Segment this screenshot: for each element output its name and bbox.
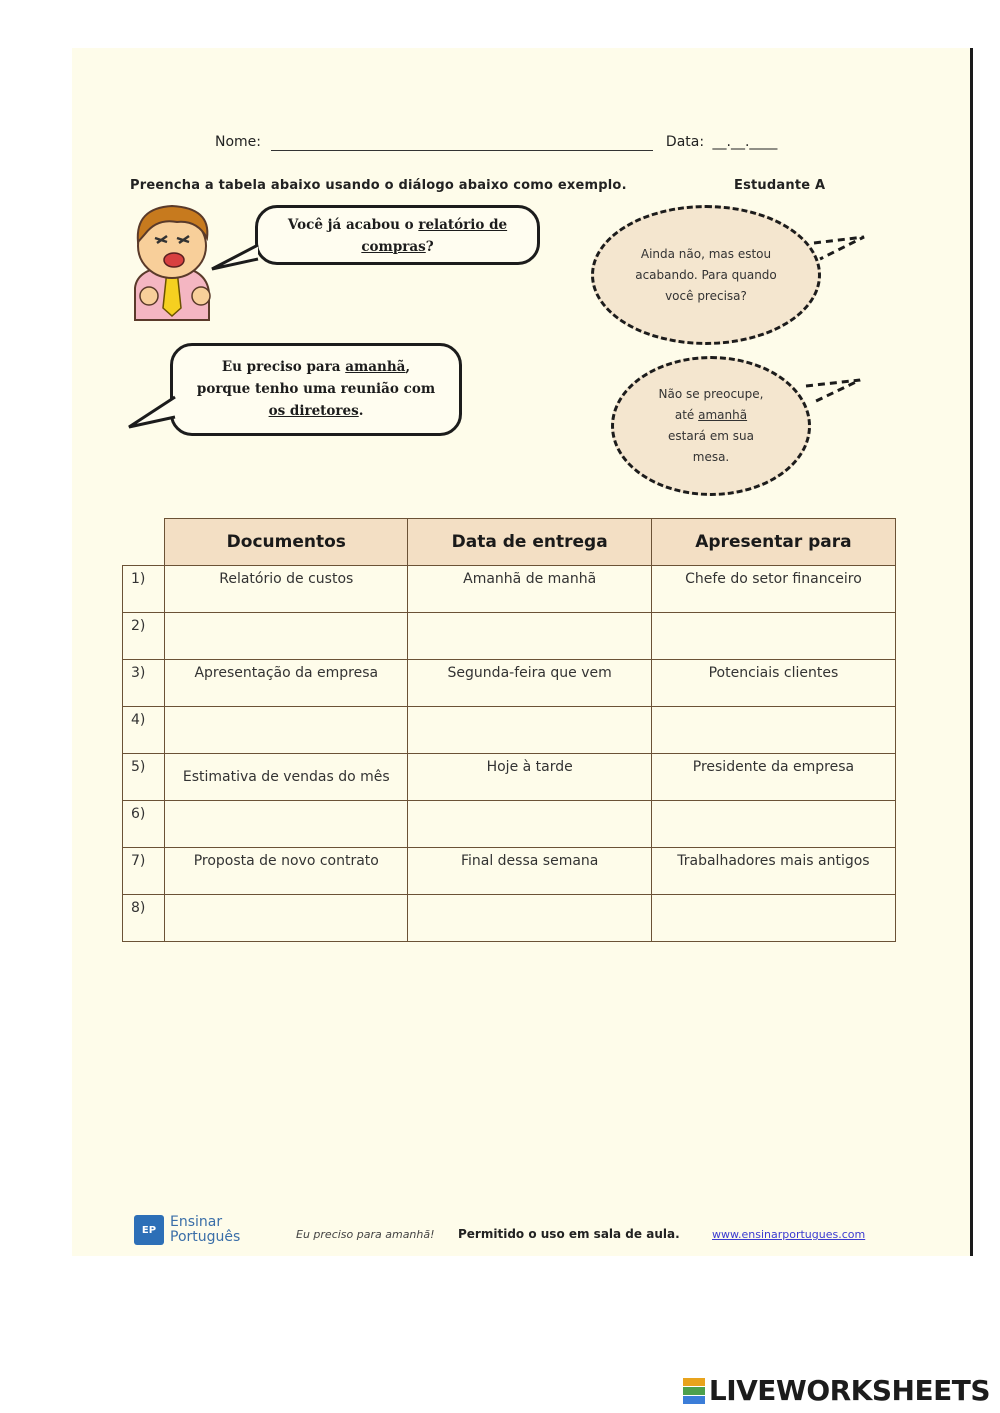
cell-recipient[interactable]: Potenciais clientes	[651, 660, 895, 707]
footer-tagline: Eu preciso para amanhã!	[296, 1228, 435, 1241]
table-row	[123, 566, 896, 613]
bubble1-tail-icon	[210, 243, 260, 273]
table-corner	[123, 519, 165, 566]
row-number: 1)	[123, 566, 165, 613]
footer-permission: Permitido o uso em sala de aula.	[458, 1227, 680, 1241]
liveworksheets-badge-icon	[683, 1378, 705, 1404]
bubble1-text: Você já acabou o	[287, 217, 419, 233]
bubble4-tail-icon	[804, 376, 864, 406]
column-header-apresentar-para: Apresentar para	[651, 519, 895, 566]
row-number: 3)	[123, 660, 165, 707]
table-row	[123, 613, 896, 660]
worksheet-page	[72, 48, 973, 1256]
cell-document[interactable]	[165, 613, 408, 660]
bubble3-highlight-2: os diretores	[268, 403, 359, 419]
table-header-row	[123, 519, 896, 566]
bubble3-tail-icon	[127, 393, 177, 431]
row-number: 2)	[123, 613, 165, 660]
table-row	[123, 801, 896, 848]
logo-line-2: Português	[170, 1229, 241, 1245]
bubble2-tail-icon	[812, 233, 867, 263]
cell-recipient[interactable]: Presidente da empresa	[651, 754, 895, 801]
name-label: Nome:	[215, 134, 262, 150]
footer-website-link[interactable]: www.ensinarportugues.com	[712, 1228, 866, 1241]
column-header-documentos: Documentos	[165, 519, 408, 566]
instruction-text: Preencha a tabela abaixo usando o diálogo abaixo como exemplo.	[130, 178, 627, 193]
row-number: 5)	[123, 754, 165, 801]
bubble3-end: .	[358, 403, 364, 419]
table-row	[123, 660, 896, 707]
bubble2-text: Ainda não, mas estou acabando. Para quando você precisa?	[635, 246, 777, 303]
row-number: 4)	[123, 707, 165, 754]
footer-logo	[134, 1215, 240, 1245]
liveworksheets-text: LIVEWORKSHEETS	[708, 1374, 990, 1407]
cell-date[interactable]: Segunda-feira que vem	[408, 660, 651, 707]
cell-date[interactable]: Hoje à tarde	[408, 754, 651, 801]
name-row	[215, 134, 777, 151]
bubble3-text: Eu preciso para	[221, 359, 346, 375]
name-field[interactable]	[271, 134, 653, 151]
column-header-data-entrega: Data de entrega	[408, 519, 651, 566]
cell-recipient[interactable]	[651, 613, 895, 660]
student-label: Estudante A	[734, 178, 826, 193]
cell-document[interactable]: Apresentação da empresa	[165, 660, 408, 707]
cell-date[interactable]: Final dessa semana	[408, 848, 651, 895]
cell-recipient[interactable]: Trabalhadores mais antigos	[651, 848, 895, 895]
speech-bubble-answer	[170, 343, 462, 436]
cell-document[interactable]: Estimativa de vendas do mês	[165, 754, 408, 801]
bubble1-highlight: relatório de compras	[361, 217, 508, 255]
table-row	[123, 754, 896, 801]
row-number: 6)	[123, 801, 165, 848]
cell-document[interactable]	[165, 895, 408, 942]
logo-text	[170, 1215, 240, 1245]
cell-date[interactable]	[408, 801, 651, 848]
thought-bubble-confirm	[611, 356, 811, 496]
bubble4-text: Não se preocupe, até	[658, 387, 764, 422]
book-icon: EP	[134, 1215, 164, 1245]
cell-document[interactable]	[165, 707, 408, 754]
bubble1-end: ?	[425, 239, 434, 255]
bubble4-highlight: amanhã	[698, 408, 748, 422]
cell-recipient[interactable]	[651, 707, 895, 754]
cell-document[interactable]: Relatório de custos	[165, 566, 408, 613]
cell-date[interactable]	[408, 707, 651, 754]
table-row	[123, 707, 896, 754]
speech-bubble-question	[255, 205, 540, 265]
cell-date[interactable]: Amanhã de manhã	[408, 566, 651, 613]
cell-recipient[interactable]: Chefe do setor financeiro	[651, 566, 895, 613]
row-number: 8)	[123, 895, 165, 942]
cell-recipient[interactable]	[651, 801, 895, 848]
date-field[interactable]: __.__.____	[712, 134, 778, 150]
documents-table	[122, 518, 896, 942]
cell-document[interactable]: Proposta de novo contrato	[165, 848, 408, 895]
bubble3-text-2: , porque tenho uma reunião com	[196, 359, 436, 397]
thought-bubble-reply	[591, 205, 821, 345]
liveworksheets-logo[interactable]	[683, 1374, 990, 1407]
row-number: 7)	[123, 848, 165, 895]
logo-line-1: Ensinar	[170, 1214, 223, 1230]
table-row	[123, 848, 896, 895]
bubble4-text-2: estará em sua mesa.	[668, 429, 754, 464]
cell-date[interactable]	[408, 613, 651, 660]
businessman-illustration	[127, 198, 217, 323]
bubble3-highlight-1: amanhã	[345, 359, 406, 375]
cell-recipient[interactable]	[651, 895, 895, 942]
cell-date[interactable]	[408, 895, 651, 942]
date-label: Data:	[665, 134, 705, 150]
table-row	[123, 895, 896, 942]
cell-document[interactable]	[165, 801, 408, 848]
